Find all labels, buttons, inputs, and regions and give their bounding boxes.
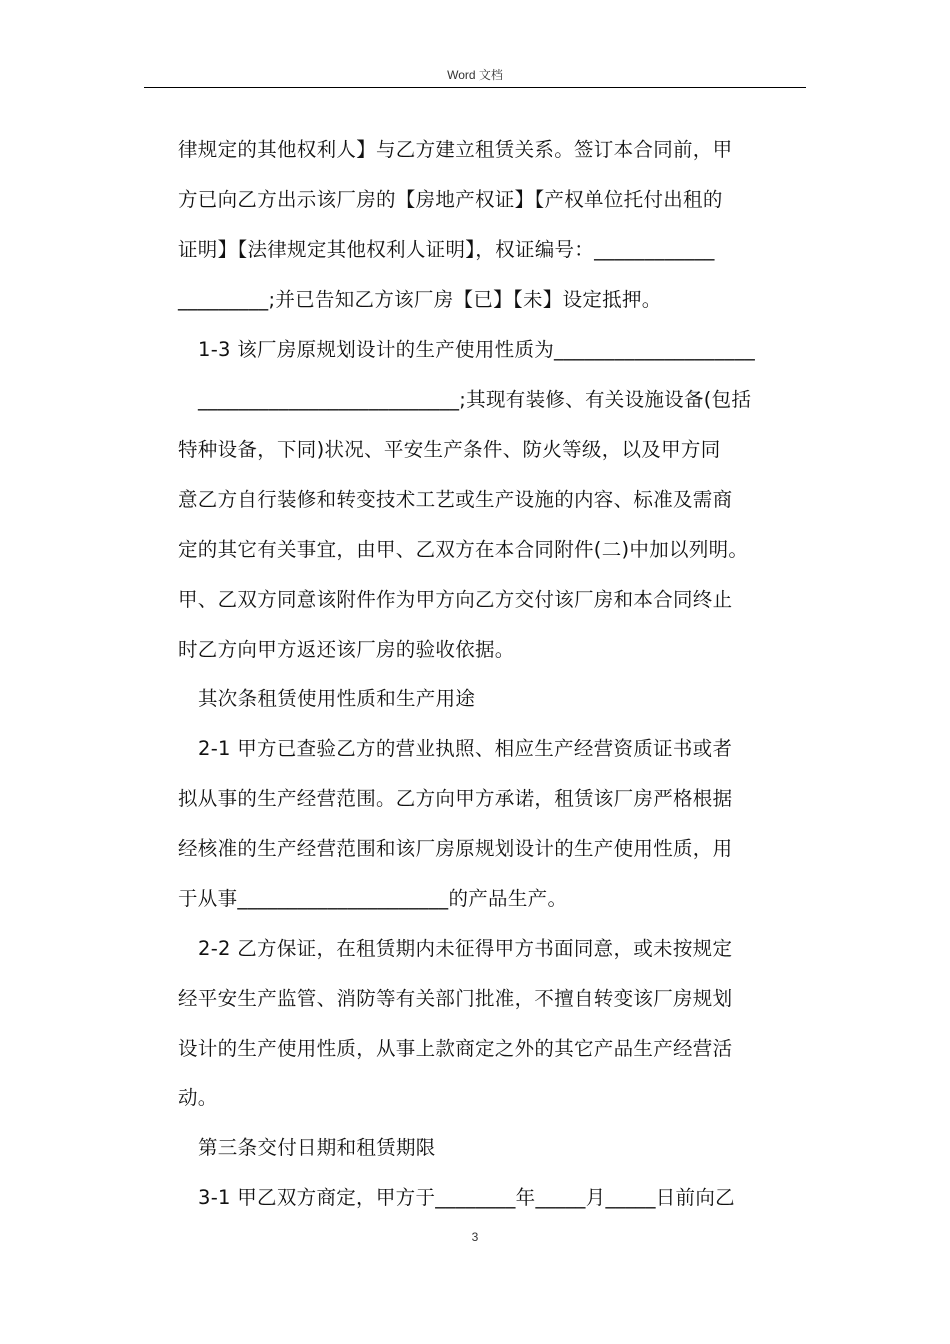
page-number: 3	[471, 1230, 479, 1244]
body-line: 方已向乙方出示该厂房的【房地产权证】【产权单位托付出租的	[178, 188, 723, 211]
body-line: 特种设备，下同)状况、平安生产条件、防火等级，以及甲方同	[178, 438, 721, 461]
body-line: 时乙方向甲方返还该厂房的验收依据。	[178, 638, 515, 661]
body-line: 3-1 甲乙双方商定，甲方于________年_____月_____日前向乙	[198, 1186, 735, 1209]
body-line: _________;并已告知乙方该厂房【已】【未】设定抵押。	[178, 288, 662, 311]
body-line: 动。	[178, 1086, 218, 1109]
body-line: 设计的生产使用性质，从事上款商定之外的其它产品生产经营活	[178, 1037, 733, 1060]
body-line: 定的其它有关事宜，由甲、乙双方在本合同附件(二)中加以列明。	[178, 538, 749, 561]
body-line: 甲、乙双方同意该附件作为甲方向乙方交付该厂房和本合同终止	[178, 588, 733, 611]
body-line: 证明】【法律规定其他权利人证明】，权证编号：____________	[178, 238, 715, 261]
page-header: Word 文档	[447, 68, 503, 82]
header-rule	[144, 87, 806, 88]
body-line: 律规定的其他权利人】与乙方建立租赁关系。签订本合同前，甲	[178, 138, 733, 161]
body-line: 1-3 该厂房原规划设计的生产使用性质为____________________	[198, 338, 756, 361]
body-line: 经平安生产监管、消防等有关部门批准，不擅自转变该厂房规划	[178, 987, 733, 1010]
body-line: 经核准的生产经营范围和该厂房原规划设计的生产使用性质，用	[178, 837, 733, 860]
body-line: 2-2 乙方保证，在租赁期内未征得甲方书面同意，或未按规定	[198, 937, 733, 960]
section-heading: 第三条交付日期和租赁期限	[198, 1136, 436, 1159]
body-line: 2-1 甲方已查验乙方的营业执照、相应生产经营资质证书或者	[198, 737, 733, 760]
body-line: 意乙方自行装修和转变技术工艺或生产设施的内容、标准及需商	[178, 488, 733, 511]
body-line: 拟从事的生产经营范围。乙方向甲方承诺，租赁该厂房严格根据	[178, 787, 733, 810]
body-line: __________________________;其现有装修、有关设施设备(包括	[198, 388, 752, 411]
section-heading: 其次条租赁使用性质和生产用途	[198, 687, 476, 710]
body-line: 于从事_____________________的产品生产。	[178, 887, 568, 910]
